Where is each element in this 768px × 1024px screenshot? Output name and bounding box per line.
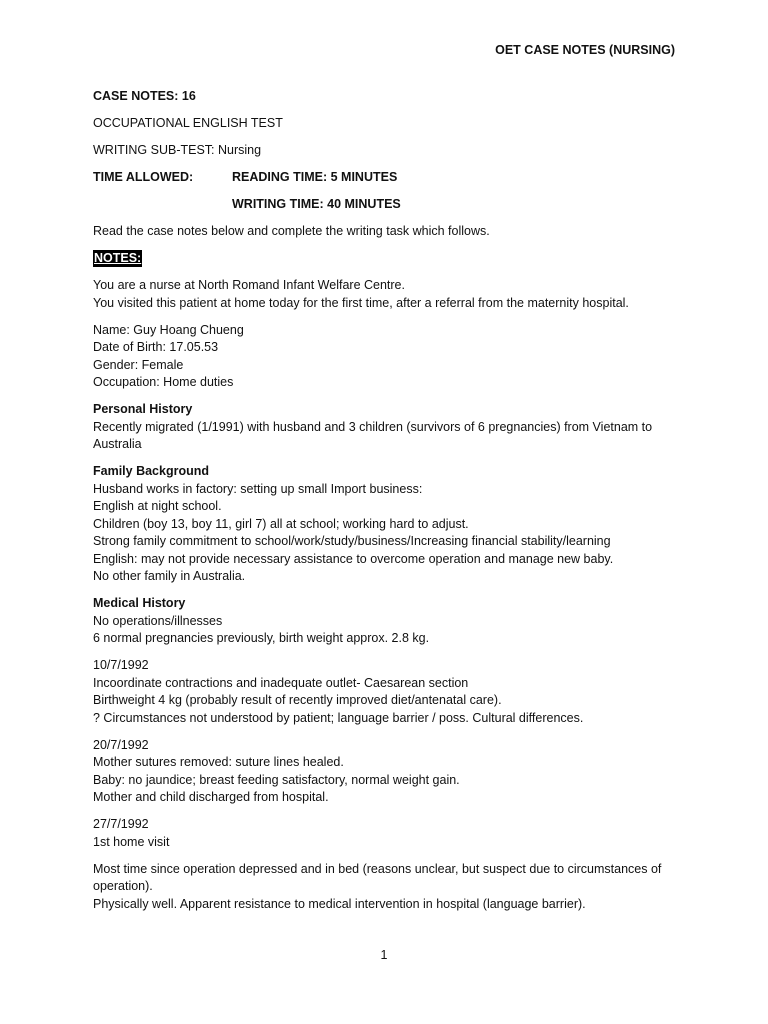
entry-line: Birthweight 4 kg (probably result of recently improved diet/antenatal care).: [93, 693, 502, 707]
personal-history-text: Recently migrated (1/1991) with husband and 3 children (survivors of 6 pregnancies) from Vietnam to Australia: [93, 419, 653, 451]
patient-occupation: Occupation: Home duties: [93, 375, 234, 389]
family-background-line: English: may not provide necessary assistance to overcome operation and manage new baby.: [93, 551, 614, 566]
subtest-name: WRITING SUB-TEST: Nursing: [93, 143, 262, 157]
reading-time: READING TIME: 5 MINUTES: [232, 170, 398, 184]
personal-history-heading: Personal History: [93, 402, 193, 416]
entry-line: 1st home visit: [93, 834, 170, 849]
patient-gender: Gender: Female: [93, 357, 184, 372]
instruction-text: Read the case notes below and complete the writing task which follows.: [93, 224, 490, 238]
family-background-line: Husband works in factory: setting up small Import business:: [93, 481, 423, 496]
intro-line: You are a nurse at North Romand Infant Welfare Centre.: [93, 278, 405, 292]
final-notes-paragraph: Most time since operation depressed and in bed (reasons unclear, but suspect due to circumstances of operation).: [93, 861, 662, 893]
family-background-heading: Family Background: [93, 464, 209, 478]
medical-history-section: [93, 595, 683, 648]
page-header-title: OET CASE NOTES (NURSING): [495, 43, 675, 57]
patient-details: [93, 322, 683, 392]
family-background-line: Strong family commitment to school/work/study/business/Increasing financial stability/learning: [93, 534, 611, 548]
family-background-line: English at night school.: [93, 499, 222, 513]
entry-line: Incoordinate contractions and inadequate outlet- Caesarean section: [93, 675, 469, 690]
final-notes-line: Physically well. Apparent resistance to medical intervention in hospital (language barrier).: [93, 896, 586, 911]
case-number: CASE NOTES: 16: [93, 89, 196, 103]
medical-history-line: No operations/illnesses: [93, 613, 223, 628]
time-allowed-row: [93, 169, 683, 187]
entry-date: 27/7/1992: [93, 817, 149, 831]
family-background-line: Children (boy 13, boy 11, girl 7) all at school; working hard to adjust.: [93, 516, 469, 531]
entry-block: [93, 737, 683, 807]
test-name: OCCUPATIONAL ENGLISH TEST: [93, 116, 283, 130]
entry-date: 20/7/1992: [93, 737, 149, 752]
entry-line: ? Circumstances not understood by patient; language barrier / poss. Cultural differences.: [93, 710, 584, 725]
medical-history-line: 6 normal pregnancies previously, birth weight approx. 2.8 kg.: [93, 631, 430, 645]
notes-label: NOTES:: [94, 251, 142, 265]
time-allowed-label: TIME ALLOWED:: [93, 170, 194, 184]
entry-line: Baby: no jaundice; breast feeding satisfactory, normal weight gain.: [93, 772, 460, 787]
page-number: 1: [380, 948, 388, 962]
entry-block: [93, 816, 683, 851]
entry-line: Mother and child discharged from hospital.: [93, 790, 329, 804]
family-background-line: No other family in Australia.: [93, 569, 246, 583]
intro-line: You visited this patient at home today for the first time, after a referral from the maternity hospital.: [93, 295, 629, 310]
final-notes: [93, 861, 683, 914]
family-background-section: [93, 463, 683, 586]
entry-line: Mother sutures removed: suture lines healed.: [93, 755, 344, 769]
entry-block: [93, 657, 683, 727]
document-content: [93, 88, 683, 923]
patient-name: Name: Guy Hoang Chueng: [93, 322, 244, 337]
personal-history-section: [93, 401, 683, 454]
entry-date: 10/7/1992: [93, 658, 149, 672]
patient-dob: Date of Birth: 17.05.53: [93, 340, 219, 354]
writing-time: WRITING TIME: 40 MINUTES: [232, 197, 401, 211]
notes-label-row: [93, 250, 683, 268]
intro-block: [93, 277, 683, 312]
medical-history-heading: Medical History: [93, 596, 186, 610]
